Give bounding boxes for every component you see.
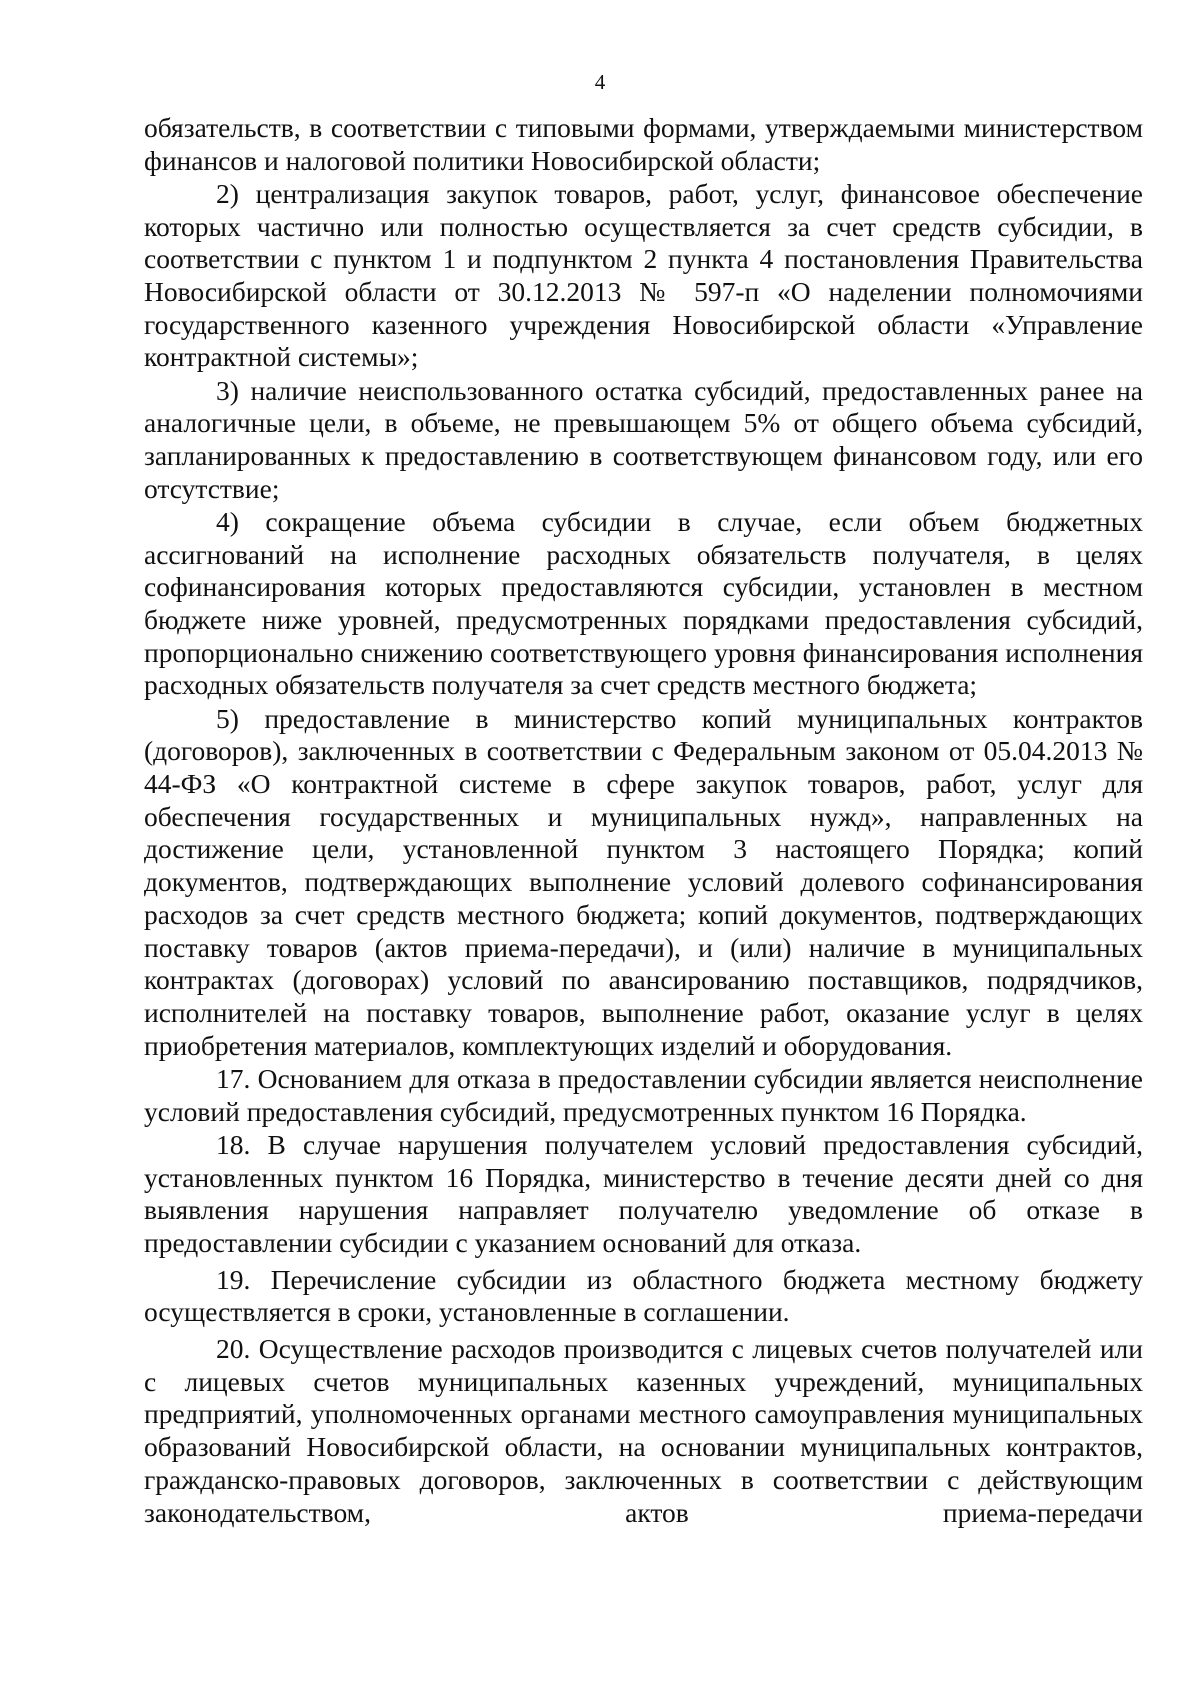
paragraph-item-2: 2) централизация закупок товаров, работ, услуг, финансовое обеспечение которых частично или полностью осуществляется за счет средств субсидии, в соответствии с пунктом 1 и подпунктом 2 пункта 4 постановления Правительства Новосибирской области от 30.12.2013 № 597-п «О наделении полномочиями государственного казенного учреждения Новосибирской области «Управление контрактной системы»;	[144, 177, 1143, 373]
paragraph-item-5: 5) предоставление в министерство копий муниципальных контрактов (договоров), заключенных в соответствии с Федеральным законом от 05.04.2013 № 44-ФЗ «О контрактной системе в сфере закупок товаров, работ, услуг для обеспечения государственных и муниципальных нужд», направленных на достижение цели, установленной пунктом 3 настоящего Порядка; копий документов, подтверждающих выполнение условий долевого софинансирования расходов за счет средств местного бюджета; копий документов, подтверждающих поставку товаров (актов приема-передачи), и (или) наличие в муниципальных контрактах (договорах) условий по авансированию поставщиков, подрядчиков, исполнителей на поставку товаров, выполнение работ, оказание услуг в целях приобретения материалов, комплектующих изделий и оборудования.	[144, 702, 1143, 1061]
paragraph-clause-17: 17. Основанием для отказа в предоставлении субсидии является неисполнение условий предоставления субсидий, предусмотренных пунктом 16 Порядка.	[144, 1062, 1143, 1127]
paragraph-clause-20: 20. Осуществление расходов производится с лицевых счетов получателей или с лицевых счетов муниципальных казенных учреждений, муниципальных предприятий, уполномоченных органами местного самоуправления муниципальных образований Новосибирской области, на основании муниципальных контрактов, гражданско-правовых договоров, заключенных в соответствии с действующим законодательством, актов приема-передачи	[144, 1333, 1143, 1528]
paragraph-item-3: 3) наличие неиспользованного остатка субсидий, предоставленных ранее на аналогичные цели, в объеме, не превышающем 5% от общего объема субсидий, запланированных к предоставлению в соответствующем финансовом году, или его отсутствие;	[144, 374, 1143, 504]
paragraph-item-4: 4) сокращение объема субсидии в случае, если объем бюджетных ассигнований на исполнение расходных обязательств получателя, в целях софинансирования которых предоставляются субсидии, установлен в местном бюджете ниже уровней, предусмотренных порядками предоставления субсидий, пропорционально снижению соответствующего уровня финансирования исполнения расходных обязательств получателя за счет средств местного бюджета;	[144, 505, 1143, 701]
paragraph-continuation: обязательств, в соответствии с типовыми формами, утверждаемыми министерством финансов и налоговой политики Новосибирской области;	[144, 112, 1143, 176]
paragraph-clause-18: 18. В случае нарушения получателем условий предоставления субсидий, установленных пунктом 16 Порядка, министерство в течение десяти дней со дня выявления нарушения направляет получателю уведомление об отказе в предоставлении субсидии с указанием оснований для отказа.	[144, 1128, 1143, 1258]
document-body	[144, 112, 1143, 1529]
paragraph-clause-19: 19. Перечисление субсидии из областного бюджета местному бюджету осуществляется в сроки, установленные в соглашении.	[144, 1263, 1143, 1328]
page-number: 4	[594, 70, 606, 94]
